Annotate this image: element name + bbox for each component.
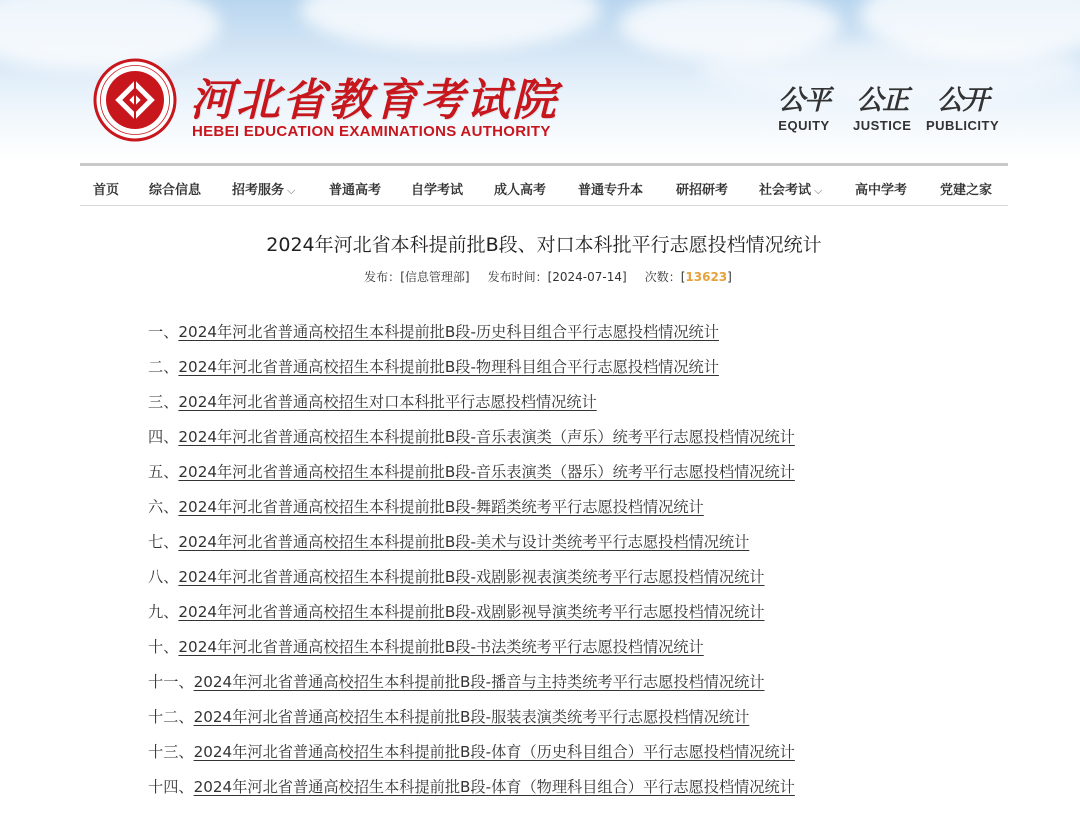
list-item	[148, 740, 795, 775]
list-item	[148, 425, 795, 460]
site-name-en[interactable]: HEBEI EDUCATION EXAMINATIONS AUTHORITY	[192, 123, 551, 140]
list-item	[148, 460, 795, 495]
nav-item-general-info[interactable]	[149, 179, 201, 198]
site-name-cn[interactable]: 河北省教育考试院	[190, 75, 558, 126]
list-prefix: 五、	[148, 463, 179, 481]
list-link[interactable]: 2024年河北省普通高校招生本科提前批B段-服装表演类统考平行志愿投档情况统计	[193, 708, 750, 726]
article-meta	[0, 268, 1080, 285]
nav-item-label: 普通高考	[329, 183, 382, 198]
nav-item-label: 党建之家	[940, 183, 993, 198]
nav-item-label: 高中学考	[855, 183, 908, 198]
list-link[interactable]: 2024年河北省普通高校招生本科提前批B段-音乐表演类（声乐）统考平行志愿投档情况统计	[178, 428, 795, 446]
nav-item-adult-exam[interactable]	[494, 179, 546, 198]
motto-justice-cn: 公正	[856, 85, 909, 116]
list-prefix: 八、	[148, 568, 179, 586]
motto-publicity-cn: 公开	[936, 85, 989, 116]
list-item	[148, 390, 795, 425]
list-link[interactable]: 2024年河北省普通高校招生本科提前批B段-播音与主持类统考平行志愿投档情况统计	[193, 673, 765, 691]
nav-item-label: 自学考试	[411, 183, 464, 198]
views-close: ]	[727, 270, 732, 284]
chevron-down-icon: ⌵	[287, 184, 296, 197]
publisher-value: [信息管理部]	[400, 270, 470, 284]
list-link[interactable]: 2024年河北省普通高校招生本科提前批B段-书法类统考平行志愿投档情况统计	[178, 638, 704, 656]
nav-item-label: 社会考试	[759, 183, 812, 198]
list-link[interactable]: 2024年河北省普通高校招生本科提前批B段-历史科目组合平行志愿投档情况统计	[178, 323, 719, 341]
nav-item-party[interactable]	[940, 179, 992, 198]
list-item	[148, 565, 795, 600]
list-prefix: 二、	[148, 358, 179, 376]
chevron-down-icon: ⌵	[814, 184, 823, 197]
list-prefix: 一、	[148, 323, 179, 341]
article-title: 2024年河北省本科提前批B段、对口本科批平行志愿投档情况统计	[266, 234, 822, 256]
emblem-logo-icon[interactable]	[93, 58, 177, 142]
list-prefix: 十一、	[148, 673, 194, 691]
list-link[interactable]: 2024年河北省普通高校招生本科提前批B段-美术与设计类统考平行志愿投档情况统计	[178, 533, 750, 551]
list-link[interactable]: 2024年河北省普通高校招生本科提前批B段-戏剧影视导演类统考平行志愿投档情况统计	[178, 603, 765, 621]
nav-item-label: 综合信息	[149, 183, 202, 198]
list-prefix: 十三、	[148, 743, 194, 761]
list-link[interactable]: 2024年河北省普通高校招生本科提前批B段-物理科目组合平行志愿投档情况统计	[178, 358, 719, 376]
nav-item-label: 研招研考	[676, 183, 729, 198]
nav-item-label: 普通专升本	[578, 183, 644, 198]
nav-item-gaokao[interactable]	[329, 179, 381, 198]
list-link[interactable]: 2024年河北省普通高校招生本科提前批B段-音乐表演类（器乐）统考平行志愿投档情况统计	[178, 463, 795, 481]
nav-item-hs-exam[interactable]	[855, 179, 907, 198]
list-prefix: 十四、	[148, 778, 194, 796]
nav-item-postgrad[interactable]	[676, 179, 728, 198]
views-open: [	[680, 270, 686, 284]
motto-publicity-en: PUBLICITY	[926, 118, 1000, 133]
date-value: [2024-07-14]	[547, 270, 627, 284]
views-count: 13623	[685, 270, 728, 284]
nav-item-social-exam[interactable]	[759, 179, 822, 198]
nav-item-label: 招考服务	[232, 183, 285, 198]
list-link[interactable]: 2024年河北省普通高校招生本科提前批B段-体育（物理科目组合）平行志愿投档情况统计	[193, 778, 795, 796]
list-link[interactable]: 2024年河北省普通高校招生本科提前批B段-体育（历史科目组合）平行志愿投档情况统计	[193, 743, 795, 761]
nav-item-exam-services[interactable]	[232, 179, 295, 198]
nav-item-home[interactable]	[93, 179, 119, 198]
list-item	[148, 320, 795, 355]
nav-item-label: 首页	[93, 183, 120, 198]
views-label: 次数：	[644, 270, 681, 284]
list-item	[148, 495, 795, 530]
list-prefix: 十、	[148, 638, 179, 656]
list-link[interactable]: 2024年河北省普通高校招生对口本科批平行志愿投档情况统计	[178, 393, 597, 411]
link-list	[148, 320, 795, 810]
motto-equity-cn: 公平	[778, 85, 830, 116]
site-header	[0, 0, 1080, 160]
list-item	[148, 635, 795, 670]
list-prefix: 三、	[148, 393, 179, 411]
date-label: 发布时间：	[487, 270, 548, 284]
motto-justice	[853, 86, 911, 133]
main-nav	[80, 163, 1008, 206]
motto-publicity	[926, 86, 999, 133]
list-prefix: 九、	[148, 603, 179, 621]
list-item	[148, 775, 795, 810]
list-item	[148, 355, 795, 390]
nav-item-self-study[interactable]	[411, 179, 463, 198]
list-link[interactable]: 2024年河北省普通高校招生本科提前批B段-戏剧影视表演类统考平行志愿投档情况统计	[178, 568, 765, 586]
motto-equity	[778, 86, 830, 133]
list-item	[148, 600, 795, 635]
list-prefix: 四、	[148, 428, 179, 446]
list-item	[148, 705, 795, 740]
motto-equity-en: EQUITY	[778, 118, 830, 133]
list-link[interactable]: 2024年河北省普通高校招生本科提前批B段-舞蹈类统考平行志愿投档情况统计	[178, 498, 704, 516]
nav-item-label: 成人高考	[494, 183, 547, 198]
list-prefix: 七、	[148, 533, 179, 551]
publisher-label: 发布：	[364, 270, 401, 284]
nav-item-upgrade[interactable]	[578, 179, 643, 198]
motto-justice-en: JUSTICE	[853, 118, 912, 133]
list-item	[148, 670, 795, 705]
list-prefix: 十二、	[148, 708, 194, 726]
list-prefix: 六、	[148, 498, 179, 516]
list-item	[148, 530, 795, 565]
